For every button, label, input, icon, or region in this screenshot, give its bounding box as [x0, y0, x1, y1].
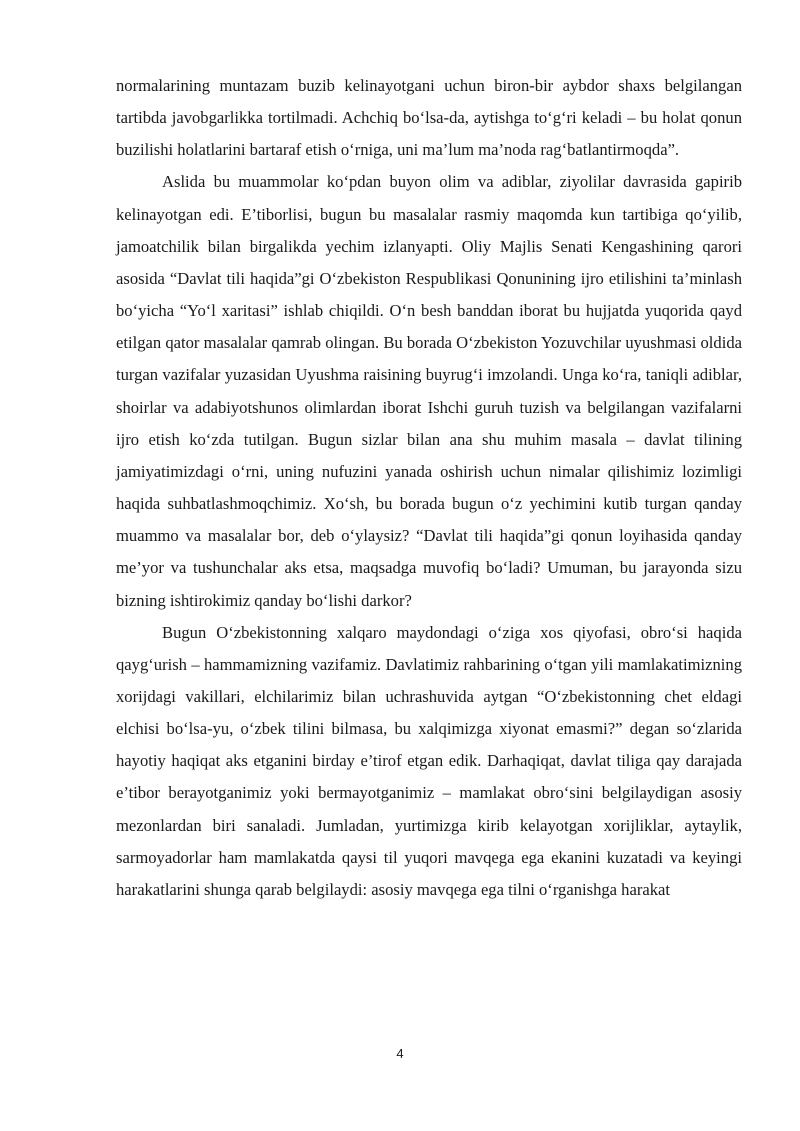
body-text: [116, 70, 742, 906]
paragraph: Aslida bu muammolar ko‘pdan buyon olim va adiblar, ziyolilar davrasida gapirib kelinayotgan edi. E’tiborlisi, bugun bu masalalar rasmiy maqomda kun tartibiga qo‘yilib, jamoatchilik bilan birgalikda yechim izlanyapti. Oliy Majlis Senati Kengashining qarori asosida “Davlat tili haqida”gi O‘zbekiston Respublikasi Qonunining ijro etilishini ta’minlash bo‘yicha “Yo‘l xaritasi” ishlab chiqildi. O‘n besh banddan iborat bu hujjatda yuqorida qayd etilgan qator masalalar qamrab olingan. Bu borada O‘zbekiston Yozuvchilar uyushmasi oldida turgan vazifalar yuzasidan Uyushma raisining buyrug‘i imzolandi. Unga ko‘ra, taniqli adiblar, shoirlar va adabiyotshunos olimlardan iborat Ishchi guruh tuzish va belgilangan vazifalarni ijro etish ko‘zda tutilgan. Bugun sizlar bilan ana shu muhim masala – davlat tilining jamiyatimizdagi o‘rni, uning nufuzini yanada oshirish uchun nimalar qilishimiz lozimligi haqida suhbatlashmoqchimiz. Xo‘sh, bu borada bugun o‘z yechimini kutib turgan qanday muammo va masalalar bor, deb o‘ylaysiz? “Davlat tili haqida”gi qonun loyihasida qanday me’yor va tushunchalar aks etsa, maqsadga muvofiq bo‘ladi? Umuman, bu jarayonda sizu bizning ishtirokimiz qanday bo‘lishi darkor?: [116, 172, 742, 610]
page-number: 4: [396, 1046, 404, 1061]
paragraph-continued: normalarining muntazam buzib kelinayotgani uchun biron-bir aybdor shaxs belgilangan tartibda javobgarlikka tortilmadi. Achchiq bo‘lsa-da, aytishga to‘g‘ri keladi – bu holat qonun buzilishi holatlarini bartaraf etish o‘rniga, uni ma’lum ma’noda rag‘batlantirmoqda”.: [116, 76, 742, 160]
paragraph: Bugun O‘zbekistonning xalqaro maydondagi o‘ziga xos qiyofasi, obro‘si haqida qayg‘urish – hammamizning vazifamiz. Davlatimiz rahbarining o‘tgan yili mamlakatimizning xorijdagi vakillari, elchilarimiz bilan uchrashuvida aytgan “O‘zbekistonning chet eldagi elchisi bo‘lsa-yu, o‘zbek tilini bilmasa, bu xalqimizga xiyonat emasmi?” degan so‘zlarida hayotiy haqiqat aks etganini birday e’tirof etgan edik. Darhaqiqat, davlat tiliga qay darajada e’tibor berayotganimiz yoki bermayotganimiz – mamlakat obro‘sini belgilaydigan asosiy mezonlardan biri sanaladi. Jumladan, yurtimizga kirib kelayotgan xorijliklar, aytaylik, sarmoyadorlar ham mamlakatda qaysi til yuqori mavqega ega ekanini kuzatadi va keyingi harakatlarini shunga qarab belgilaydi: asosiy mavqega ega tilni o‘rganishga harakat: [116, 622, 742, 899]
